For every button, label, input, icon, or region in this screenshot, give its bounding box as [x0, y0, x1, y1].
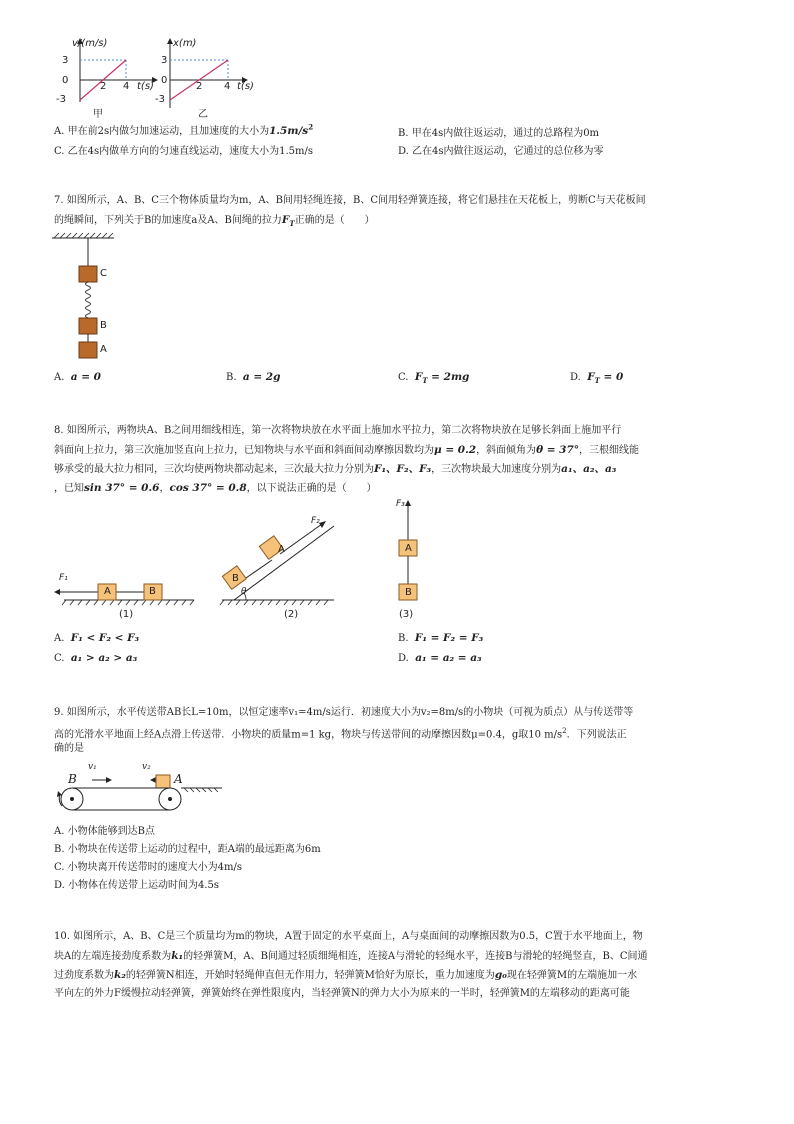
q10-stem-line-2 — [54, 947, 648, 966]
q10-l3-g0: g₀ — [494, 969, 507, 981]
graph-jia-ytick-bottom: -3 — [56, 94, 66, 105]
q10-l2a: 块A的左端连接劲度系数为 — [54, 951, 172, 962]
q7-option-d-letter: D. — [570, 372, 581, 383]
q8-option-b-letter: B. — [398, 633, 409, 644]
q7-option-b[interactable] — [226, 371, 280, 383]
q8-l4-cos: cos 37° = 0.8 — [169, 482, 247, 494]
q10-l2-k1: k₁ — [171, 950, 184, 962]
q10-l3c: 现在轻弹簧M的左端施加一水 — [506, 970, 638, 981]
q7-stem-math-f: F — [281, 214, 290, 226]
q6-option-a-text: A. 甲在前2s内做匀加速运动，且加速度的大小为 — [54, 126, 270, 137]
graph-jia-xtick-4: 4 — [123, 81, 130, 92]
q7-label-b: B — [100, 320, 107, 331]
q8-l4b: ， — [159, 483, 170, 494]
q10-stem-line-4: 平向左的外力F缓慢拉动轻弹簧，弹簧始终在弹性限度内，当轻弹簧N的弹力大小为原来的一半时，轻弹簧M的左端移动的距离可能 — [54, 988, 630, 999]
q8-figure-1 — [54, 572, 199, 608]
q8-stem-line-1: 8. 如图所示，两物块A、B之间用细线相连，第一次将物块放在水平面上施加水平拉力，第二次将物块放在足够长斜面上施加平行 — [54, 425, 622, 436]
q10-stem-line-3 — [54, 966, 637, 985]
q7-option-b-letter: B. — [226, 372, 237, 383]
q8-l2-theta: θ = 37° — [536, 444, 580, 456]
q9-option-b[interactable]: B. 小物块在传送带上运动的过程中，距A端的最远距离为6m — [54, 844, 321, 855]
q8-l2-mu: μ = 0.2 — [434, 444, 477, 456]
q9-option-a[interactable]: A. 小物体能够到达B点 — [54, 826, 155, 837]
q8-fig3-force-label: F₃ — [396, 499, 405, 509]
graph-yi-xtick-2: 2 — [196, 81, 203, 92]
q7-label-a: A — [100, 344, 107, 355]
q8-l2a: 斜面向上拉力，第三次施加竖直向上拉力，已知物块与水平面和斜面间动摩擦因数均为 — [54, 445, 434, 456]
q9-l2-sup: 2 — [562, 727, 567, 735]
q9-stem-line-3: 确的是 — [54, 743, 84, 754]
q6-option-a[interactable] — [54, 122, 313, 137]
graph-jia-ytick-top: 3 — [62, 55, 69, 66]
q7-option-c[interactable] — [398, 371, 469, 385]
q7-label-c: C — [100, 268, 107, 279]
q7-option-d-sub: T — [594, 376, 600, 385]
graph-yi-ytick-top: 3 — [161, 55, 168, 66]
q9-fig-label-a: A — [174, 772, 183, 786]
q6-option-a-math: 1.5m/s — [269, 125, 309, 137]
q9-option-c[interactable]: C. 小物块离开传送带时的速度大小为4m/s — [54, 862, 242, 873]
q8-fig3-block-a: A — [405, 543, 412, 554]
q9-conveyor-figure — [52, 760, 227, 818]
q8-option-d-letter: D. — [398, 653, 409, 664]
q6-option-d[interactable]: D. 乙在4s内做往返运动，它通过的总位移为零 — [398, 146, 604, 157]
q8-l4a: ，已知 — [54, 483, 84, 494]
graph-yi-ytick-bottom: -3 — [155, 94, 165, 105]
q7-option-c-sub: T — [422, 376, 428, 385]
q7-option-a[interactable] — [54, 371, 101, 383]
q8-fig2-angle: θ — [241, 587, 247, 597]
q8-option-a-math: F₁ < F₂ < F₃ — [70, 632, 140, 644]
q7-option-a-math: a = 0 — [70, 371, 101, 383]
q7-option-b-math: a = 2g — [242, 371, 281, 383]
graph-jia-xtick-2: 2 — [100, 81, 107, 92]
q8-option-b[interactable] — [398, 632, 483, 644]
q8-l4-sin: sin 37° = 0.6 — [84, 482, 160, 494]
q10-l2b: 的轻弹簧M，A、B间通过轻质细绳相连，连接A与滑轮的轻绳水平，连接B与滑轮的轻绳竖直，B、C间通 — [183, 951, 648, 962]
q8-l3a: 够承受的最大拉力相同，三次均使两物块都动起来，三次最大拉力分别为 — [54, 464, 374, 475]
q8-fig1-force-label: F₁ — [59, 573, 68, 583]
q9-fig-label-v1: v₁ — [88, 762, 97, 772]
q8-stem-line-3 — [54, 460, 616, 479]
q8-option-c[interactable] — [54, 652, 137, 664]
q6-option-c[interactable]: C. 乙在4s内做单方向的匀速直线运动，速度大小为1.5m/s — [54, 146, 314, 157]
graph-jia-caption: 甲 — [93, 109, 103, 120]
q9-stem-line-1: 9. 如图所示，水平传送带AB长L=10m，以恒定速率v₁=4m/s运行．初速度大小为v₂=8m/s的小物块（可视为质点）从与传送带等 — [54, 707, 634, 718]
graph-yi-xlabel: t(s) — [237, 81, 254, 92]
q7-stem-math-sub: T — [289, 219, 295, 228]
q10-l3-k2: k₂ — [114, 969, 126, 981]
q7-option-a-letter: A. — [54, 372, 65, 383]
q8-stem-line-2 — [54, 441, 639, 460]
q8-option-c-letter: C. — [54, 653, 65, 664]
q8-fig2-block-b: B — [232, 573, 239, 584]
q8-l3-accels: a₁、a₂、a₃ — [561, 463, 617, 475]
q8-l2b: ，斜面倾角为 — [476, 445, 537, 456]
q8-l2c: ，三根细线能 — [579, 445, 640, 456]
graph-yi-xtick-4: 4 — [224, 81, 231, 92]
q9-fig-label-b: B — [68, 772, 77, 786]
graph-yi-ylabel: x(m) — [173, 38, 197, 49]
q9-stem-line-2 — [54, 722, 627, 744]
q8-option-d[interactable] — [398, 652, 482, 664]
q6-option-a-sup: 2 — [308, 122, 314, 132]
q8-option-c-math: a₁ > a₂ > a₃ — [70, 652, 138, 664]
q6-option-b[interactable]: B. 甲在4s内做往返运动，通过的总路程为0m — [398, 128, 600, 139]
q7-option-c-math-f: F — [414, 371, 423, 383]
q7-option-c-math: = 2mg — [427, 371, 470, 383]
q8-l3b: ，三次物块最大加速度分别为 — [431, 464, 562, 475]
graph-jia-ytick-zero: 0 — [62, 75, 69, 86]
q9-l2b: ．下列说法正 — [566, 729, 627, 741]
q8-stem-line-4 — [54, 479, 377, 498]
q7-option-d[interactable] — [570, 371, 623, 385]
q8-fig3-block-b: B — [405, 587, 412, 598]
q7-stem-line-2 — [54, 211, 375, 233]
q8-fig1-block-b: B — [149, 586, 156, 597]
graph-yi-ytick-zero: 0 — [161, 75, 168, 86]
q7-option-c-letter: C. — [398, 372, 409, 383]
q9-fig-label-v2: v₂ — [142, 762, 151, 772]
q7-option-d-math: = 0 — [599, 371, 624, 383]
q9-l2a: 高的光滑水平地面上经A点滑上传送带．小物块的质量m=1 kg，物块与传送带间的动摩擦因数μ=0.4，g取10 m/s — [54, 729, 563, 741]
graph-yi-caption: 乙 — [198, 109, 208, 120]
q10-stem-line-1: 10. 如图所示，A、B、C是三个质量均为m的物块，A置于固定的水平桌面上，A与桌面间的动摩擦因数为0.5，C置于水平地面上，物 — [54, 931, 643, 942]
q8-l3-forces: F₁、F₂、F₃ — [374, 463, 432, 475]
q8-l4c: ，以下说法正确的是（ ） — [246, 483, 377, 494]
q7-option-d-math-f: F — [587, 371, 595, 383]
q7-figure — [52, 232, 122, 362]
q8-fig2-force-label: F₂ — [311, 516, 320, 526]
q7-stem-line-1: 7. 如图所示，A、B、C三个物体质量均为m，A、B间用轻绳连接，B、C间用轻弹簧连接，将它们悬挂在天花板上，剪断C与天花板间 — [54, 195, 646, 206]
q8-fig3-caption: (3) — [399, 609, 414, 620]
q8-fig1-caption: (1) — [119, 609, 134, 620]
q8-option-a[interactable] — [54, 632, 139, 644]
graph-jia-ylabel: v/(m/s) — [72, 38, 108, 49]
q7-stem-line-2-end: 正确的是（ ） — [294, 215, 375, 226]
q8-fig1-block-a: A — [104, 586, 111, 597]
q8-option-d-math: a₁ = a₂ = a₃ — [415, 652, 482, 664]
q7-stem-line-2-text: 的绳瞬间，下列关于B的加速度a及A、B间绳的拉力 — [54, 215, 282, 226]
q8-option-a-letter: A. — [54, 633, 65, 644]
q8-figure-2 — [216, 514, 346, 606]
q10-l3b: 的轻弹簧N相连，开始时轻绳伸直但无作用力，轻弹簧M恰好为原长，重力加速度为 — [125, 970, 495, 981]
graph-jia-xlabel: t(s) — [137, 81, 154, 92]
q8-fig2-caption: (2) — [284, 609, 299, 620]
q8-fig2-block-a: A — [278, 544, 285, 555]
q8-option-b-math: F₁ = F₂ = F₃ — [414, 632, 484, 644]
q9-option-d[interactable]: D. 小物体在传送带上运动时间为4.5s — [54, 880, 220, 891]
q10-l3a: 过劲度系数为 — [54, 970, 114, 981]
